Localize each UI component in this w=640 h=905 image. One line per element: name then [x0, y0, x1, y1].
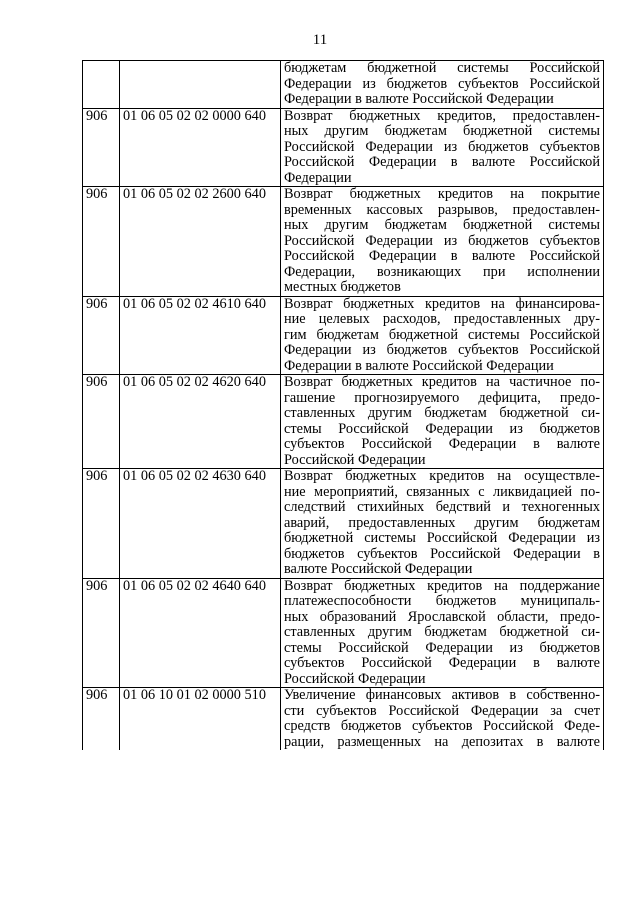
kbk-code-cell: 01 06 05 02 02 2600 640	[120, 187, 281, 297]
source-name-line: рации, размещенных на депозитах в валюте	[284, 734, 600, 750]
source-name-line: Возврат бюджетных кредитов на покрытие	[284, 187, 600, 202]
source-name-line: Российской Федерации	[284, 671, 426, 687]
source-name-line: сти субъектов Российской Федерации за счет	[284, 703, 600, 719]
source-name-line: бюджетам бюджетной системы Российской	[284, 61, 600, 76]
source-name-line: ние целевых расходов, предоставленных дру-	[284, 312, 600, 327]
source-name-line: следствий стихийных бедствий и техногенных	[284, 500, 600, 515]
table-row	[83, 108, 604, 187]
source-name-line: средств бюджетов субъектов Российской Феде-	[284, 719, 600, 734]
source-name-line: Российской Федерации в валюте Российской	[284, 249, 600, 264]
source-name-line: Федерации в валюте Российской Федерации	[284, 358, 554, 374]
source-name-cell	[281, 578, 604, 688]
source-name-line: стемы Российской Федерации из бюджетов	[284, 640, 600, 656]
source-name-cell	[281, 375, 604, 469]
source-name-line: временных кассовых разрывов, предоставлен-	[284, 202, 600, 218]
source-name-line: Возврат бюджетных кредитов на частичное по-	[284, 375, 600, 390]
table-row	[83, 688, 604, 751]
source-name-line: Российской Федерации из бюджетов субъектов	[284, 139, 600, 155]
source-name-line: Увеличение финансовых активов в собственно-	[284, 688, 600, 703]
source-name-line: ных другим бюджетам бюджетной системы	[284, 218, 600, 233]
source-name-line: бюджетной системы Российской Федерации из	[284, 531, 600, 546]
source-name-line: платежеспособности бюджетов муниципаль-	[284, 594, 600, 609]
budget-sources-table	[82, 60, 604, 750]
source-name-cell	[281, 187, 604, 297]
source-name-line: Федерации из бюджетов субъектов Российской	[284, 343, 600, 358]
admin-code-cell: 906	[83, 187, 120, 297]
table-row	[83, 61, 604, 109]
source-name-line: ных образований Ярославской области, предо-	[284, 609, 600, 625]
admin-code-cell	[83, 61, 120, 109]
kbk-code-cell: 01 06 05 02 02 4610 640	[120, 296, 281, 375]
source-name-line: ние мероприятий, связанных с ликвидацией по-	[284, 484, 600, 500]
table-row	[83, 469, 604, 579]
kbk-code-cell: 01 06 05 02 02 4640 640	[120, 578, 281, 688]
table-body	[83, 61, 604, 751]
admin-code-cell: 906	[83, 296, 120, 375]
source-name-line: Российской Федерации из бюджетов субъектов	[284, 233, 600, 249]
source-name-cell	[281, 108, 604, 187]
source-name-line: Федерации в валюте Российской Федерации	[284, 92, 554, 107]
admin-code-cell: 906	[83, 688, 120, 751]
kbk-code-cell: 01 06 10 01 02 0000 510	[120, 688, 281, 751]
source-name-line: Возврат бюджетных кредитов на поддержание	[284, 578, 600, 594]
source-name-line: Возврат бюджетных кредитов, предоставлен-	[284, 108, 600, 124]
source-name-line: ставленных другим бюджетам бюджетной си-	[284, 406, 600, 421]
admin-code-cell: 906	[83, 108, 120, 187]
source-name-line: субъектов Российской Федерации в валюте	[284, 437, 600, 452]
table-row	[83, 375, 604, 469]
source-name-line: валюте Российской Федерации	[284, 562, 473, 577]
kbk-code-cell	[120, 61, 281, 109]
table-row	[83, 187, 604, 297]
source-name-line: Российской Федерации	[284, 452, 426, 468]
source-name-line: субъектов Российской Федерации в валюте	[284, 656, 600, 671]
source-name-line: Возврат бюджетных кредитов на финансирова-	[284, 296, 600, 312]
source-name-line: ных другим бюджетам бюджетной системы	[284, 124, 600, 139]
source-name-line: Федерации из бюджетов субъектов Российской	[284, 76, 600, 92]
source-name-line: гим бюджетам бюджетной системы Российской	[284, 327, 600, 343]
source-name-line: Возврат бюджетных кредитов на осуществле-	[284, 469, 600, 484]
admin-code-cell: 906	[83, 578, 120, 688]
source-name-line: местных бюджетов	[284, 280, 401, 295]
source-name-line: Российской Федерации в валюте Российской	[284, 155, 600, 170]
source-name-line: Федерации, возникающих при исполнении	[284, 264, 600, 280]
source-name-cell	[281, 61, 604, 109]
table-row	[83, 578, 604, 688]
admin-code-cell: 906	[83, 375, 120, 469]
source-name-line: Федерации	[284, 170, 352, 186]
source-name-cell	[281, 688, 604, 751]
admin-code-cell: 906	[83, 469, 120, 579]
kbk-code-cell: 01 06 05 02 02 0000 640	[120, 108, 281, 187]
source-name-line: бюджетов субъектов Российской Федерации в	[284, 546, 600, 562]
source-name-cell	[281, 469, 604, 579]
source-name-line: ставленных другим бюджетам бюджетной си-	[284, 625, 600, 640]
table-row	[83, 296, 604, 375]
source-name-line: стемы Российской Федерации из бюджетов	[284, 421, 600, 437]
source-name-line: гашение прогнозируемого дефицита, предо-	[284, 390, 600, 406]
kbk-code-cell: 01 06 05 02 02 4620 640	[120, 375, 281, 469]
page-number: 11	[312, 32, 328, 48]
kbk-code-cell: 01 06 05 02 02 4630 640	[120, 469, 281, 579]
source-name-line: аварий, предоставленных другим бюджетам	[284, 515, 600, 531]
source-name-cell	[281, 296, 604, 375]
